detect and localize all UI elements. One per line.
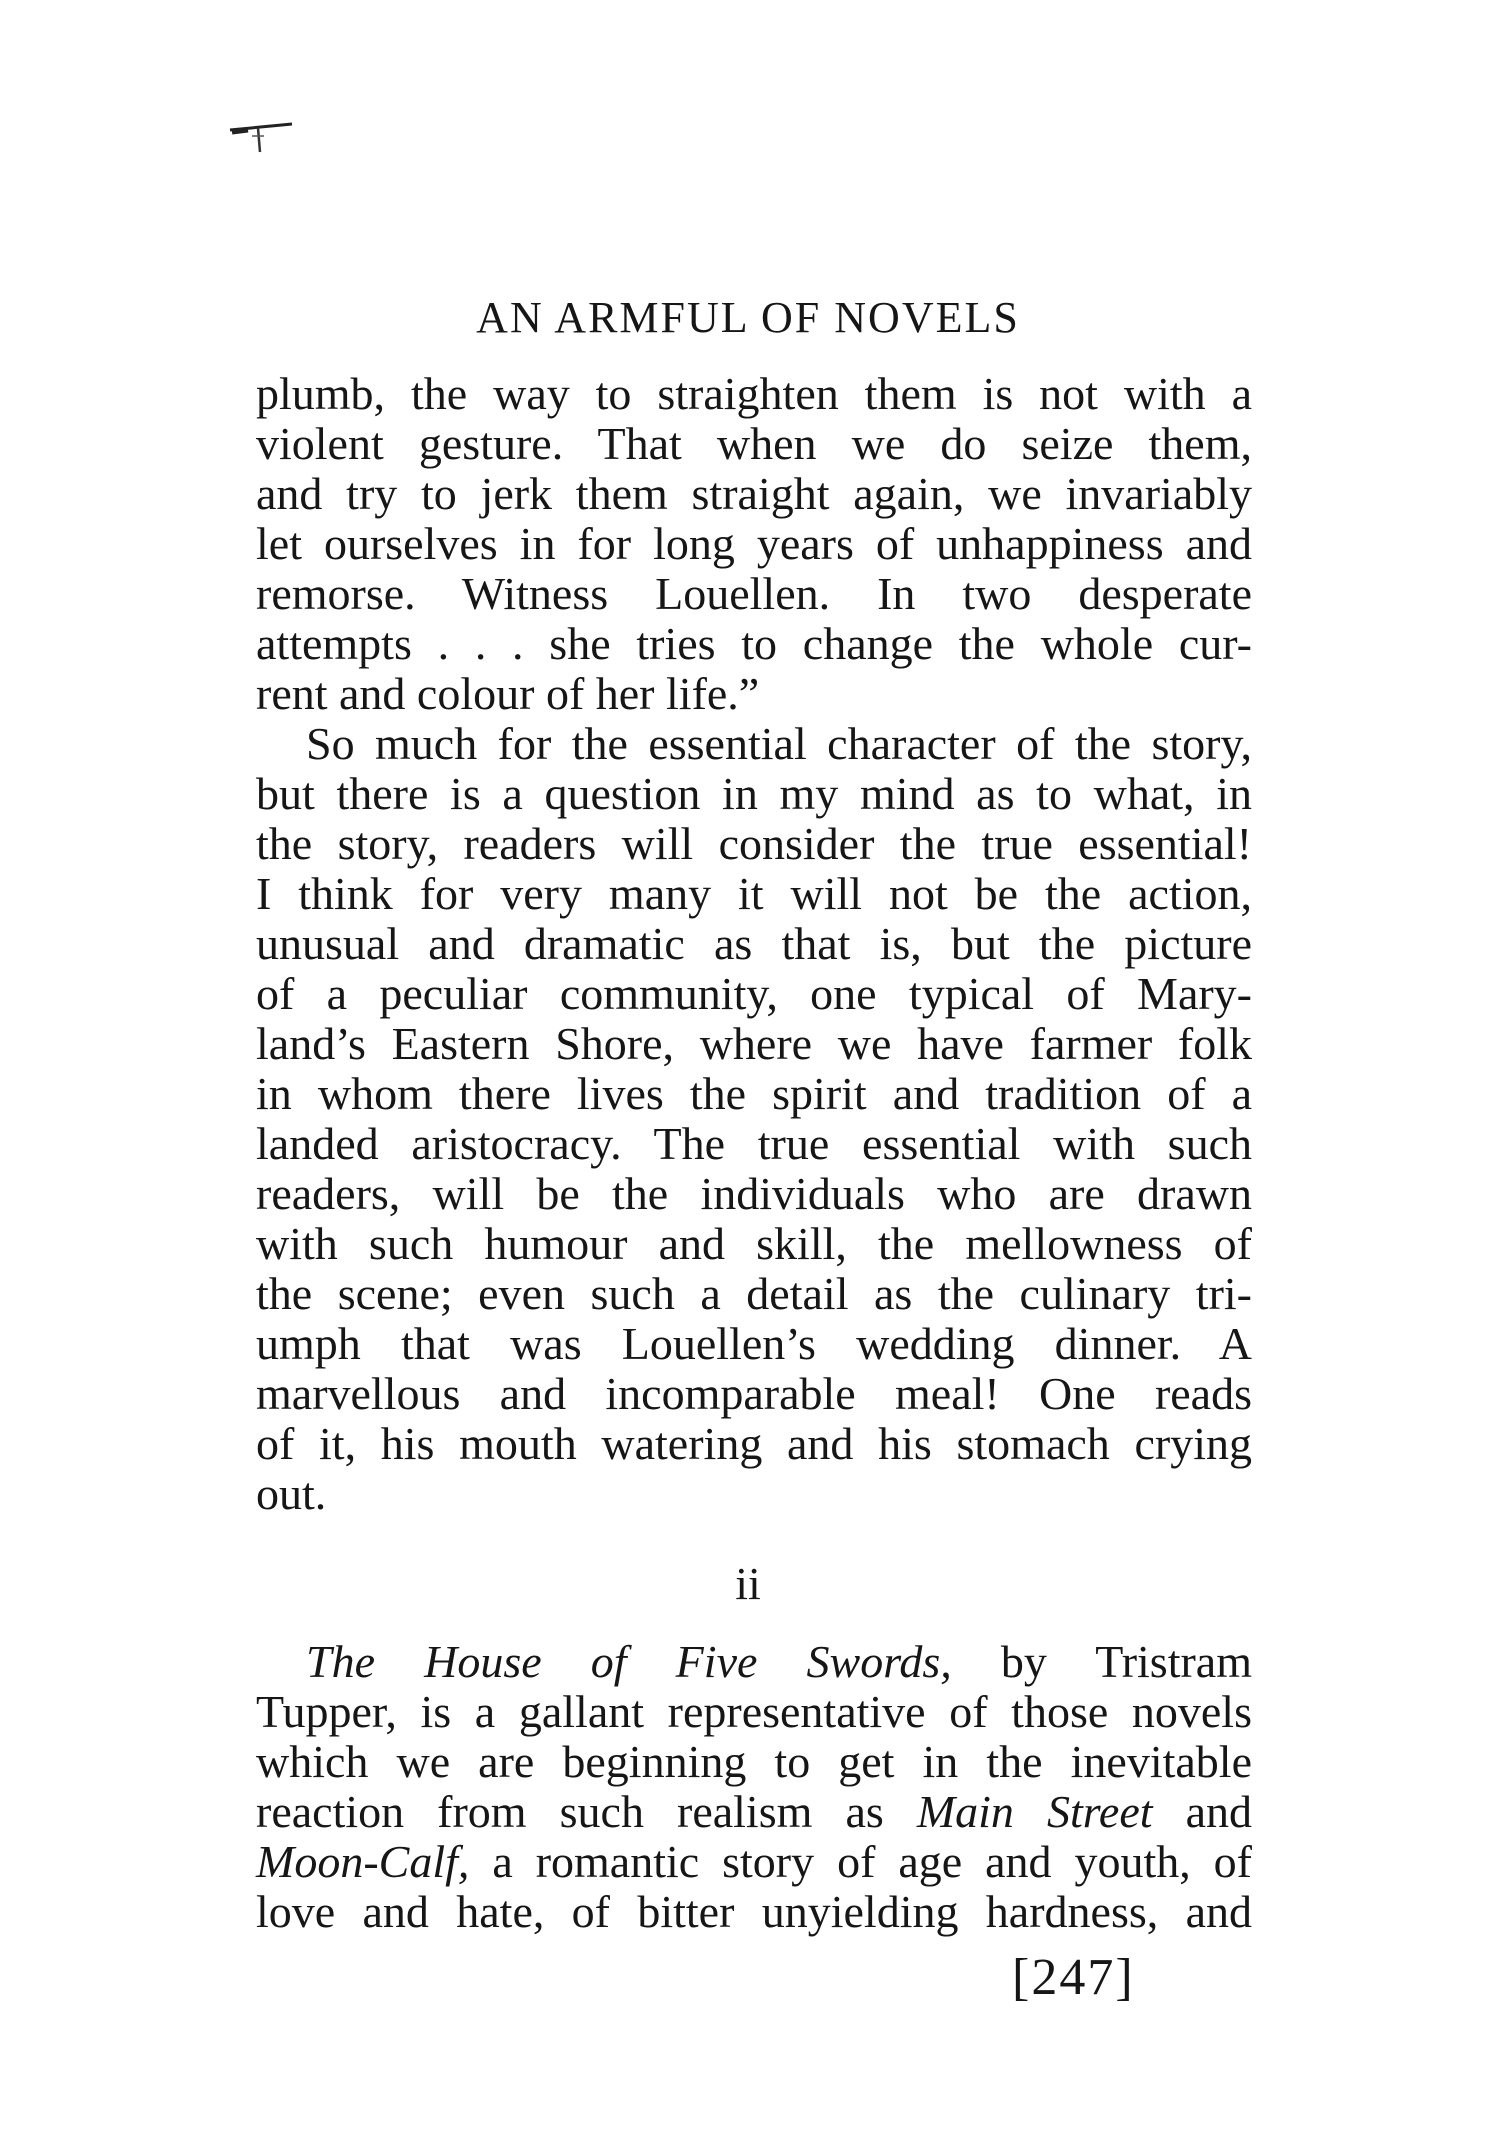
text-fragment: by Tristram: [951, 1636, 1253, 1687]
text-line: remorse. Witness Louellen. In two desperate: [256, 568, 1252, 619]
text-line: in whom there lives the spirit and tradition of a: [256, 1068, 1252, 1119]
text-line: rent and colour of her life.”: [256, 668, 760, 719]
text-line: the story, readers will consider the true essential!: [256, 818, 1252, 869]
text-line: marvellous and incomparable meal! One reads: [256, 1368, 1252, 1419]
text-line: but there is a question in my mind as to what, in: [256, 768, 1252, 819]
text-line: love and hate, of bitter unyielding hardness, and: [256, 1886, 1252, 1937]
text-line: I think for very many it will not be the action,: [256, 868, 1252, 919]
text-fragment: a romantic story of age and youth, of: [469, 1836, 1252, 1887]
text-line: umph that was Louellen’s wedding dinner. A: [256, 1318, 1252, 1369]
text-fragment: reaction from such realism as: [256, 1786, 917, 1837]
text-line: attempts . . . she tries to change the whole cur-: [256, 618, 1252, 669]
text-line: and try to jerk them straight again, we invariably: [256, 468, 1252, 519]
text-line: So much for the essential character of the story,: [306, 718, 1252, 769]
text-line: which we are beginning to get in the inevitable: [256, 1736, 1252, 1787]
book-title: The House of Five Swords,: [306, 1636, 952, 1687]
text-line: out.: [256, 1468, 327, 1519]
text-line: of a peculiar community, one typical of Mary-: [256, 968, 1252, 1019]
text-line: plumb, the way to straighten them is not with a: [256, 368, 1252, 419]
text-line: [306, 1634, 1252, 1690]
text-line: [256, 1834, 1252, 1890]
text-line: let ourselves in for long years of unhappiness and: [256, 518, 1252, 569]
text-fragment: and: [1152, 1786, 1253, 1837]
text-line: the scene; even such a detail as the culinary tri-: [256, 1268, 1252, 1319]
book-title: Moon-Calf,: [256, 1836, 470, 1887]
page-number: [247]: [1012, 1949, 1135, 2006]
text-line: land’s Eastern Shore, where we have farmer folk: [256, 1018, 1252, 1069]
text-line: violent gesture. That when we do seize them,: [256, 418, 1252, 469]
text-line: landed aristocracy. The true essential with such: [256, 1118, 1252, 1169]
text-line: Tupper, is a gallant representative of those novels: [256, 1686, 1252, 1737]
text-line: of it, his mouth watering and his stomach crying: [256, 1418, 1252, 1469]
book-title: Main Street: [916, 1786, 1153, 1837]
printer-mark-icon: [228, 118, 294, 158]
text-line: readers, will be the individuals who are drawn: [256, 1168, 1252, 1219]
text-line: [256, 1784, 1252, 1840]
running-head: AN ARMFUL OF NOVELS: [476, 293, 1020, 342]
section-number: ii: [735, 1558, 761, 1609]
text-line: unusual and dramatic as that is, but the picture: [256, 918, 1252, 969]
text-line: with such humour and skill, the mellowness of: [256, 1218, 1252, 1269]
